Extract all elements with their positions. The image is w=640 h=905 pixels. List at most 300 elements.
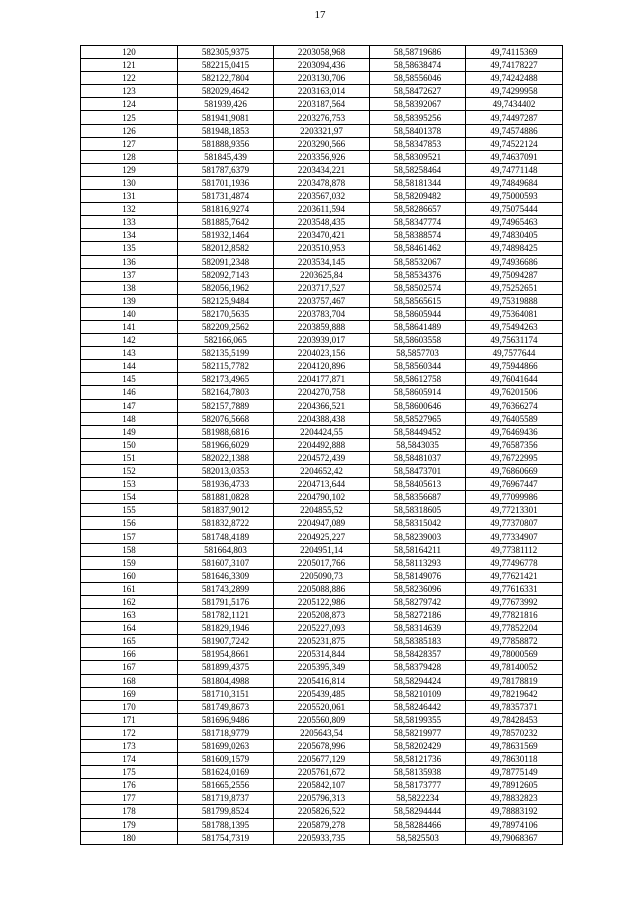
x-coordinate-cell: 582013,0353 bbox=[178, 465, 274, 478]
longitude-cell: 49,74849684 bbox=[466, 176, 563, 189]
y-coordinate-cell: 2204790,102 bbox=[274, 491, 370, 504]
longitude-cell: 49,77616331 bbox=[466, 582, 563, 595]
y-coordinate-cell: 2205088,886 bbox=[274, 582, 370, 595]
y-coordinate-cell: 2203478,878 bbox=[274, 176, 370, 189]
point-number-cell: 171 bbox=[81, 713, 178, 726]
y-coordinate-cell: 2204366,521 bbox=[274, 399, 370, 412]
table-row bbox=[81, 72, 563, 85]
longitude-cell: 49,77213301 bbox=[466, 504, 563, 517]
longitude-cell: 49,78630118 bbox=[466, 753, 563, 766]
point-number-cell: 129 bbox=[81, 163, 178, 176]
x-coordinate-cell: 581829,1946 bbox=[178, 622, 274, 635]
x-coordinate-cell: 582166,065 bbox=[178, 334, 274, 347]
point-number-cell: 125 bbox=[81, 111, 178, 124]
point-number-cell: 127 bbox=[81, 137, 178, 150]
x-coordinate-cell: 581936,4733 bbox=[178, 478, 274, 491]
latitude-cell: 58,58556046 bbox=[370, 72, 466, 85]
longitude-cell: 49,78357371 bbox=[466, 700, 563, 713]
table-row bbox=[81, 307, 563, 320]
y-coordinate-cell: 2204951,14 bbox=[274, 543, 370, 556]
longitude-cell: 49,76967447 bbox=[466, 478, 563, 491]
longitude-cell: 49,74771148 bbox=[466, 163, 563, 176]
table-row bbox=[81, 373, 563, 386]
table-row bbox=[81, 163, 563, 176]
y-coordinate-cell: 2203163,014 bbox=[274, 85, 370, 98]
latitude-cell: 58,58318605 bbox=[370, 504, 466, 517]
x-coordinate-cell: 581939,426 bbox=[178, 98, 274, 111]
table-row bbox=[81, 674, 563, 687]
point-number-cell: 143 bbox=[81, 347, 178, 360]
latitude-cell: 58,58294424 bbox=[370, 674, 466, 687]
point-number-cell: 123 bbox=[81, 85, 178, 98]
longitude-cell: 49,75094287 bbox=[466, 268, 563, 281]
table-row bbox=[81, 150, 563, 163]
x-coordinate-cell: 582215,0415 bbox=[178, 59, 274, 72]
y-coordinate-cell: 2204120,896 bbox=[274, 360, 370, 373]
latitude-cell: 58,5843035 bbox=[370, 438, 466, 451]
point-number-cell: 160 bbox=[81, 569, 178, 582]
table-row bbox=[81, 766, 563, 779]
x-coordinate-cell: 581832,8722 bbox=[178, 517, 274, 530]
x-coordinate-cell: 581624,0169 bbox=[178, 766, 274, 779]
y-coordinate-cell: 2203783,704 bbox=[274, 307, 370, 320]
longitude-cell: 49,74115369 bbox=[466, 46, 563, 59]
x-coordinate-cell: 581782,1121 bbox=[178, 609, 274, 622]
longitude-cell: 49,77821816 bbox=[466, 609, 563, 622]
latitude-cell: 58,58565615 bbox=[370, 294, 466, 307]
point-number-cell: 150 bbox=[81, 438, 178, 451]
x-coordinate-cell: 582115,7782 bbox=[178, 360, 274, 373]
y-coordinate-cell: 2205416,814 bbox=[274, 674, 370, 687]
latitude-cell: 58,58202429 bbox=[370, 739, 466, 752]
y-coordinate-cell: 2204424,55 bbox=[274, 425, 370, 438]
table-row bbox=[81, 648, 563, 661]
point-number-cell: 178 bbox=[81, 805, 178, 818]
point-number-cell: 132 bbox=[81, 203, 178, 216]
table-row bbox=[81, 294, 563, 307]
latitude-cell: 58,58209482 bbox=[370, 190, 466, 203]
table-row bbox=[81, 687, 563, 700]
longitude-cell: 49,76587356 bbox=[466, 438, 563, 451]
latitude-cell: 58,58173777 bbox=[370, 779, 466, 792]
latitude-cell: 58,58309521 bbox=[370, 150, 466, 163]
y-coordinate-cell: 2203939,017 bbox=[274, 334, 370, 347]
x-coordinate-cell: 581719,8737 bbox=[178, 792, 274, 805]
y-coordinate-cell: 2204492,888 bbox=[274, 438, 370, 451]
y-coordinate-cell: 2205122,986 bbox=[274, 595, 370, 608]
table-row bbox=[81, 334, 563, 347]
longitude-cell: 49,77496778 bbox=[466, 556, 563, 569]
y-coordinate-cell: 2205439,485 bbox=[274, 687, 370, 700]
table-row bbox=[81, 609, 563, 622]
point-number-cell: 136 bbox=[81, 255, 178, 268]
table-row bbox=[81, 792, 563, 805]
y-coordinate-cell: 2204270,758 bbox=[274, 386, 370, 399]
point-number-cell: 161 bbox=[81, 582, 178, 595]
longitude-cell: 49,74299958 bbox=[466, 85, 563, 98]
latitude-cell: 58,58121736 bbox=[370, 753, 466, 766]
x-coordinate-cell: 581788,1395 bbox=[178, 818, 274, 831]
table-row bbox=[81, 595, 563, 608]
latitude-cell: 58,58286657 bbox=[370, 203, 466, 216]
table-row bbox=[81, 726, 563, 739]
y-coordinate-cell: 2203130,706 bbox=[274, 72, 370, 85]
latitude-cell: 58,58560344 bbox=[370, 360, 466, 373]
point-number-cell: 144 bbox=[81, 360, 178, 373]
y-coordinate-cell: 2205314,844 bbox=[274, 648, 370, 661]
latitude-cell: 58,58392067 bbox=[370, 98, 466, 111]
latitude-cell: 58,58239003 bbox=[370, 530, 466, 543]
point-number-cell: 157 bbox=[81, 530, 178, 543]
point-number-cell: 173 bbox=[81, 739, 178, 752]
latitude-cell: 58,58347774 bbox=[370, 216, 466, 229]
x-coordinate-cell: 582092,7143 bbox=[178, 268, 274, 281]
longitude-cell: 49,74830405 bbox=[466, 229, 563, 242]
y-coordinate-cell: 2205796,313 bbox=[274, 792, 370, 805]
point-number-cell: 122 bbox=[81, 72, 178, 85]
latitude-cell: 58,5857703 bbox=[370, 347, 466, 360]
latitude-cell: 58,58246442 bbox=[370, 700, 466, 713]
latitude-cell: 58,5822234 bbox=[370, 792, 466, 805]
table-row bbox=[81, 779, 563, 792]
latitude-cell: 58,58405613 bbox=[370, 478, 466, 491]
x-coordinate-cell: 582012,8582 bbox=[178, 242, 274, 255]
longitude-cell: 49,76860669 bbox=[466, 465, 563, 478]
point-number-cell: 175 bbox=[81, 766, 178, 779]
longitude-cell: 49,75494263 bbox=[466, 320, 563, 333]
point-number-cell: 133 bbox=[81, 216, 178, 229]
x-coordinate-cell: 581954,8661 bbox=[178, 648, 274, 661]
point-number-cell: 128 bbox=[81, 150, 178, 163]
longitude-cell: 49,75252651 bbox=[466, 281, 563, 294]
y-coordinate-cell: 2205879,278 bbox=[274, 818, 370, 831]
latitude-cell: 58,58236096 bbox=[370, 582, 466, 595]
x-coordinate-cell: 581701,1936 bbox=[178, 176, 274, 189]
latitude-cell: 58,58347853 bbox=[370, 137, 466, 150]
point-number-cell: 164 bbox=[81, 622, 178, 635]
x-coordinate-cell: 581837,9012 bbox=[178, 504, 274, 517]
table-row bbox=[81, 569, 563, 582]
y-coordinate-cell: 2205395,349 bbox=[274, 661, 370, 674]
point-number-cell: 169 bbox=[81, 687, 178, 700]
table-row bbox=[81, 661, 563, 674]
point-number-cell: 152 bbox=[81, 465, 178, 478]
x-coordinate-cell: 581787,6379 bbox=[178, 163, 274, 176]
y-coordinate-cell: 2204023,156 bbox=[274, 347, 370, 360]
x-coordinate-cell: 581948,1853 bbox=[178, 124, 274, 137]
point-number-cell: 147 bbox=[81, 399, 178, 412]
y-coordinate-cell: 2205227,093 bbox=[274, 622, 370, 635]
x-coordinate-cell: 581941,9081 bbox=[178, 111, 274, 124]
latitude-cell: 58,58527965 bbox=[370, 412, 466, 425]
point-number-cell: 170 bbox=[81, 700, 178, 713]
x-coordinate-cell: 581804,4988 bbox=[178, 674, 274, 687]
table-row bbox=[81, 582, 563, 595]
point-number-cell: 145 bbox=[81, 373, 178, 386]
x-coordinate-cell: 581665,2556 bbox=[178, 779, 274, 792]
point-number-cell: 174 bbox=[81, 753, 178, 766]
longitude-cell: 49,74637091 bbox=[466, 150, 563, 163]
x-coordinate-cell: 581816,9274 bbox=[178, 203, 274, 216]
latitude-cell: 58,58401378 bbox=[370, 124, 466, 137]
latitude-cell: 58,58605944 bbox=[370, 307, 466, 320]
x-coordinate-cell: 581754,7319 bbox=[178, 831, 274, 844]
latitude-cell: 58,58164211 bbox=[370, 543, 466, 556]
x-coordinate-cell: 582125,9484 bbox=[178, 294, 274, 307]
y-coordinate-cell: 2204713,644 bbox=[274, 478, 370, 491]
page-number: 17 bbox=[314, 9, 326, 21]
table-row bbox=[81, 190, 563, 203]
table-row bbox=[81, 360, 563, 373]
y-coordinate-cell: 2205677,129 bbox=[274, 753, 370, 766]
x-coordinate-cell: 581881,0828 bbox=[178, 491, 274, 504]
latitude-cell: 58,58210109 bbox=[370, 687, 466, 700]
y-coordinate-cell: 2203534,145 bbox=[274, 255, 370, 268]
table-row bbox=[81, 530, 563, 543]
y-coordinate-cell: 2204388,438 bbox=[274, 412, 370, 425]
latitude-cell: 58,5825503 bbox=[370, 831, 466, 844]
table-row bbox=[81, 635, 563, 648]
point-number-cell: 172 bbox=[81, 726, 178, 739]
x-coordinate-cell: 582056,1962 bbox=[178, 281, 274, 294]
y-coordinate-cell: 2205208,873 bbox=[274, 609, 370, 622]
latitude-cell: 58,58279742 bbox=[370, 595, 466, 608]
longitude-cell: 49,75000593 bbox=[466, 190, 563, 203]
longitude-cell: 49,76722995 bbox=[466, 451, 563, 464]
y-coordinate-cell: 2203434,221 bbox=[274, 163, 370, 176]
y-coordinate-cell: 2203094,436 bbox=[274, 59, 370, 72]
latitude-cell: 58,58461462 bbox=[370, 242, 466, 255]
longitude-cell: 49,78883192 bbox=[466, 805, 563, 818]
y-coordinate-cell: 2203611,594 bbox=[274, 203, 370, 216]
y-coordinate-cell: 2204652,42 bbox=[274, 465, 370, 478]
x-coordinate-cell: 582170,5635 bbox=[178, 307, 274, 320]
point-number-cell: 151 bbox=[81, 451, 178, 464]
x-coordinate-cell: 581699,0263 bbox=[178, 739, 274, 752]
y-coordinate-cell: 2205231,875 bbox=[274, 635, 370, 648]
table-row bbox=[81, 98, 563, 111]
x-coordinate-cell: 581748,4189 bbox=[178, 530, 274, 543]
table-row bbox=[81, 229, 563, 242]
x-coordinate-cell: 581932,1464 bbox=[178, 229, 274, 242]
longitude-cell: 49,77334907 bbox=[466, 530, 563, 543]
longitude-cell: 49,75631174 bbox=[466, 334, 563, 347]
longitude-cell: 49,78178819 bbox=[466, 674, 563, 687]
table-row bbox=[81, 203, 563, 216]
table-row bbox=[81, 465, 563, 478]
table-row bbox=[81, 347, 563, 360]
longitude-cell: 49,74497287 bbox=[466, 111, 563, 124]
longitude-cell: 49,77381112 bbox=[466, 543, 563, 556]
longitude-cell: 49,7577644 bbox=[466, 347, 563, 360]
point-number-cell: 137 bbox=[81, 268, 178, 281]
table-row bbox=[81, 425, 563, 438]
table-row bbox=[81, 700, 563, 713]
x-coordinate-cell: 581845,439 bbox=[178, 150, 274, 163]
latitude-cell: 58,58294444 bbox=[370, 805, 466, 818]
point-number-cell: 168 bbox=[81, 674, 178, 687]
y-coordinate-cell: 2203625,84 bbox=[274, 268, 370, 281]
x-coordinate-cell: 581731,4874 bbox=[178, 190, 274, 203]
latitude-cell: 58,58199355 bbox=[370, 713, 466, 726]
x-coordinate-cell: 582209,2562 bbox=[178, 320, 274, 333]
table-row bbox=[81, 59, 563, 72]
point-number-cell: 167 bbox=[81, 661, 178, 674]
longitude-cell: 49,76201506 bbox=[466, 386, 563, 399]
latitude-cell: 58,58472627 bbox=[370, 85, 466, 98]
longitude-cell: 49,74242488 bbox=[466, 72, 563, 85]
point-number-cell: 180 bbox=[81, 831, 178, 844]
point-number-cell: 163 bbox=[81, 609, 178, 622]
latitude-cell: 58,58315042 bbox=[370, 517, 466, 530]
longitude-cell: 49,74574886 bbox=[466, 124, 563, 137]
x-coordinate-cell: 581696,9486 bbox=[178, 713, 274, 726]
longitude-cell: 49,74898425 bbox=[466, 242, 563, 255]
point-number-cell: 148 bbox=[81, 412, 178, 425]
longitude-cell: 49,78775149 bbox=[466, 766, 563, 779]
point-number-cell: 165 bbox=[81, 635, 178, 648]
point-number-cell: 121 bbox=[81, 59, 178, 72]
longitude-cell: 49,78219642 bbox=[466, 687, 563, 700]
point-number-cell: 162 bbox=[81, 595, 178, 608]
x-coordinate-cell: 582305,9375 bbox=[178, 46, 274, 59]
x-coordinate-cell: 581607,3107 bbox=[178, 556, 274, 569]
table-row bbox=[81, 805, 563, 818]
longitude-cell: 49,77852204 bbox=[466, 622, 563, 635]
table-row bbox=[81, 255, 563, 268]
table-row bbox=[81, 242, 563, 255]
table-row bbox=[81, 124, 563, 137]
y-coordinate-cell: 2204925,227 bbox=[274, 530, 370, 543]
table-row bbox=[81, 491, 563, 504]
latitude-cell: 58,58449452 bbox=[370, 425, 466, 438]
point-number-cell: 141 bbox=[81, 320, 178, 333]
longitude-cell: 49,79068367 bbox=[466, 831, 563, 844]
latitude-cell: 58,58638474 bbox=[370, 59, 466, 72]
x-coordinate-cell: 581799,8524 bbox=[178, 805, 274, 818]
table-row bbox=[81, 281, 563, 294]
table-row bbox=[81, 831, 563, 844]
x-coordinate-cell: 582122,7804 bbox=[178, 72, 274, 85]
x-coordinate-cell: 581966,6029 bbox=[178, 438, 274, 451]
point-number-cell: 135 bbox=[81, 242, 178, 255]
x-coordinate-cell: 581710,3151 bbox=[178, 687, 274, 700]
latitude-cell: 58,58388574 bbox=[370, 229, 466, 242]
point-number-cell: 146 bbox=[81, 386, 178, 399]
longitude-cell: 49,74178227 bbox=[466, 59, 563, 72]
y-coordinate-cell: 2205520,061 bbox=[274, 700, 370, 713]
x-coordinate-cell: 581888,9356 bbox=[178, 137, 274, 150]
latitude-cell: 58,58428357 bbox=[370, 648, 466, 661]
point-number-cell: 154 bbox=[81, 491, 178, 504]
table-row bbox=[81, 268, 563, 281]
x-coordinate-cell: 581791,5176 bbox=[178, 595, 274, 608]
point-number-cell: 138 bbox=[81, 281, 178, 294]
latitude-cell: 58,58534376 bbox=[370, 268, 466, 281]
longitude-cell: 49,78140052 bbox=[466, 661, 563, 674]
y-coordinate-cell: 2204572,439 bbox=[274, 451, 370, 464]
y-coordinate-cell: 2203717,527 bbox=[274, 281, 370, 294]
y-coordinate-cell: 2203058,968 bbox=[274, 46, 370, 59]
longitude-cell: 49,7434402 bbox=[466, 98, 563, 111]
point-number-cell: 130 bbox=[81, 176, 178, 189]
longitude-cell: 49,76041644 bbox=[466, 373, 563, 386]
latitude-cell: 58,58149076 bbox=[370, 569, 466, 582]
point-number-cell: 177 bbox=[81, 792, 178, 805]
y-coordinate-cell: 2203567,032 bbox=[274, 190, 370, 203]
latitude-cell: 58,58481037 bbox=[370, 451, 466, 464]
x-coordinate-cell: 582164,7803 bbox=[178, 386, 274, 399]
latitude-cell: 58,58395256 bbox=[370, 111, 466, 124]
y-coordinate-cell: 2203859,888 bbox=[274, 320, 370, 333]
y-coordinate-cell: 2203548,435 bbox=[274, 216, 370, 229]
latitude-cell: 58,58219977 bbox=[370, 726, 466, 739]
latitude-cell: 58,58719686 bbox=[370, 46, 466, 59]
point-number-cell: 153 bbox=[81, 478, 178, 491]
table-row bbox=[81, 412, 563, 425]
table-row bbox=[81, 543, 563, 556]
latitude-cell: 58,58314639 bbox=[370, 622, 466, 635]
longitude-cell: 49,78631569 bbox=[466, 739, 563, 752]
coordinates-table-body bbox=[81, 46, 563, 845]
x-coordinate-cell: 581743,2899 bbox=[178, 582, 274, 595]
y-coordinate-cell: 2205643,54 bbox=[274, 726, 370, 739]
table-row bbox=[81, 451, 563, 464]
table-row bbox=[81, 111, 563, 124]
table-row bbox=[81, 320, 563, 333]
x-coordinate-cell: 581907,7242 bbox=[178, 635, 274, 648]
table-row bbox=[81, 556, 563, 569]
latitude-cell: 58,58385183 bbox=[370, 635, 466, 648]
y-coordinate-cell: 2203321,97 bbox=[274, 124, 370, 137]
table-row bbox=[81, 137, 563, 150]
latitude-cell: 58,58272186 bbox=[370, 609, 466, 622]
table-row bbox=[81, 438, 563, 451]
y-coordinate-cell: 2203276,753 bbox=[274, 111, 370, 124]
point-number-cell: 159 bbox=[81, 556, 178, 569]
longitude-cell: 49,74936686 bbox=[466, 255, 563, 268]
latitude-cell: 58,58532067 bbox=[370, 255, 466, 268]
y-coordinate-cell: 2205842,107 bbox=[274, 779, 370, 792]
longitude-cell: 49,77099986 bbox=[466, 491, 563, 504]
point-number-cell: 155 bbox=[81, 504, 178, 517]
longitude-cell: 49,78428453 bbox=[466, 713, 563, 726]
point-number-cell: 156 bbox=[81, 517, 178, 530]
x-coordinate-cell: 582076,5668 bbox=[178, 412, 274, 425]
latitude-cell: 58,58135938 bbox=[370, 766, 466, 779]
table-row bbox=[81, 386, 563, 399]
table-row bbox=[81, 818, 563, 831]
point-number-cell: 142 bbox=[81, 334, 178, 347]
x-coordinate-cell: 581899,4375 bbox=[178, 661, 274, 674]
latitude-cell: 58,58473701 bbox=[370, 465, 466, 478]
x-coordinate-cell: 582173,4965 bbox=[178, 373, 274, 386]
coordinates-table bbox=[80, 45, 563, 845]
x-coordinate-cell: 581609,1579 bbox=[178, 753, 274, 766]
longitude-cell: 49,78912605 bbox=[466, 779, 563, 792]
y-coordinate-cell: 2203187,564 bbox=[274, 98, 370, 111]
table-row bbox=[81, 478, 563, 491]
y-coordinate-cell: 2205560,809 bbox=[274, 713, 370, 726]
longitude-cell: 49,78832823 bbox=[466, 792, 563, 805]
y-coordinate-cell: 2204855,52 bbox=[274, 504, 370, 517]
table-row bbox=[81, 399, 563, 412]
longitude-cell: 49,75319888 bbox=[466, 294, 563, 307]
longitude-cell: 49,77370807 bbox=[466, 517, 563, 530]
y-coordinate-cell: 2203510,953 bbox=[274, 242, 370, 255]
longitude-cell: 49,78570232 bbox=[466, 726, 563, 739]
latitude-cell: 58,58502574 bbox=[370, 281, 466, 294]
